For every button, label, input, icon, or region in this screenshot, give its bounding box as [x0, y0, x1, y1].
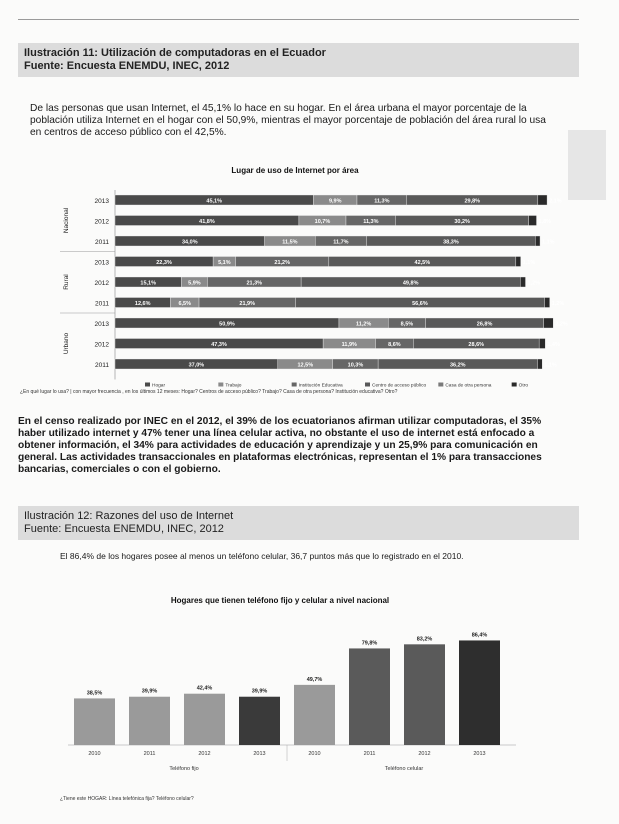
chart1-title: Lugar de uso de Internet por área [231, 166, 359, 175]
chart1-question: ¿En qué lugar lo usa? | con mayor frecuencia , en los últimos 12 meses: Hogar? Centros de acceso público? Trabajo? Casa de otra persona? Institución educativa? Otro? [20, 389, 398, 395]
chart2-bar [74, 698, 115, 745]
chart1-data-label: 1,1% [544, 362, 557, 369]
chart1-data-label: 50,9% [219, 321, 235, 328]
chart2-tick-label: 2010 [88, 751, 101, 757]
chart1-legend-label: Hogar [152, 383, 166, 389]
chart1-bar-segment [516, 257, 521, 267]
chart1-legend-swatch [145, 383, 150, 387]
chart2-data-label: 49,7% [306, 676, 323, 683]
chart1-group-label: Rural [63, 274, 70, 290]
intro-paragraph: De las personas que usan Internet, el 45,1% lo hace en su hogar. En el área urbana el mayor porcentaje de la población utiliza Internet en el hogar con el 50,9%, mientras el mayor porcentaje de población del área rural lo usa en centros de acceso público con el 42,5%. [30, 103, 546, 138]
chart1-group-label: Nacional [63, 207, 70, 234]
chart2-tick-label: 2013 [253, 751, 266, 757]
chart1-legend-swatch [438, 383, 443, 387]
chart1-data-label: 47,3% [211, 341, 227, 348]
chart2-bar [294, 685, 335, 745]
chart2-bar-chart [60, 612, 530, 782]
chart1-data-label: 15,1% [140, 280, 157, 287]
chart2-group-label: Teléfono celular [384, 766, 424, 772]
chart1-data-label: 8,6% [388, 341, 401, 348]
chart2-bar [239, 697, 280, 745]
chart1-data-label: 1,8% [538, 218, 552, 225]
chart2-tick-label: 2013 [473, 751, 486, 757]
chart1-legend-label: Institución Educativa [298, 383, 343, 389]
chart1-data-label: 11,7% [333, 239, 349, 246]
chart1-data-label: 30,2% [454, 218, 470, 225]
chart1-data-label: 11,3% [363, 218, 379, 225]
chart1-data-label: 1,2% [527, 280, 541, 287]
chart1-legend-label: Casa de otra persona [445, 383, 492, 389]
chart1-legend-label: Centro de acceso público [372, 383, 427, 389]
chart1-data-label: 37,0% [188, 362, 205, 369]
chart1-year-label: 2011 [95, 300, 109, 308]
chart1-year-label: 2012 [94, 341, 109, 349]
chart1-group-label: Urbano [63, 332, 70, 355]
chart2-data-label: 83,2% [416, 636, 433, 643]
chart1-data-label: 45,1% [206, 198, 223, 205]
chart1-data-label: 41,8% [199, 218, 215, 225]
chart1-data-label: 29,8% [464, 198, 481, 205]
chart1-data-label: 9,9% [328, 198, 342, 205]
phone-paragraph: El 86,4% de los hogares posee al menos un teléfono celular, 36,7 puntos más que lo registrado en el 2010. [60, 551, 464, 561]
chart2-bar [184, 694, 225, 745]
chart1-data-label: 11,2% [355, 321, 372, 328]
chart1-year-label: 2011 [95, 239, 109, 246]
chart2-group-label: Teléfono fijo [169, 766, 199, 772]
chart1-year-label: 2012 [94, 280, 109, 287]
figure11-caption [18, 43, 579, 77]
chart1-year-label: 2011 [95, 362, 109, 369]
chart2-bar [129, 697, 170, 745]
chart1-bar-segment [539, 339, 545, 349]
chart1-stacked-bar [20, 185, 580, 390]
chart1-legend-label: Trabajo [225, 383, 242, 389]
chart1-data-label: 21,9% [239, 300, 256, 307]
chart2-bar [459, 640, 500, 745]
figure12-title: Ilustración 12: Razones del uso de Internet [24, 510, 234, 522]
chart1-data-label: 8,5% [400, 321, 414, 328]
chart1-year-label: 2013 [94, 198, 109, 205]
chart1-data-label: 11,9% [341, 341, 357, 348]
chart2-data-label: 79,8% [361, 640, 378, 647]
chart1-data-label: 36,2% [449, 362, 466, 369]
chart2-data-label: 86,4% [471, 632, 488, 639]
chart1-legend-label: Otro [518, 383, 529, 389]
chart1-data-label: 21,3% [246, 280, 263, 287]
chart1-data-label: 10,3% [347, 362, 364, 369]
chart1-data-label: 49,8% [402, 280, 419, 287]
figure12-source: Fuente: Encuesta ENEMDU, INEC, 2012 [24, 523, 224, 535]
chart1-data-label: 38,3% [443, 239, 459, 246]
chart1-data-label: 22,3% [156, 259, 172, 266]
chart1-data-label: 1,1% [522, 259, 536, 266]
chart1-data-label: 10,7% [314, 218, 331, 225]
chart1-bar-segment [538, 195, 547, 205]
chart1-data-label: 5,9% [188, 280, 201, 287]
chart1-data-label: 42,5% [414, 259, 431, 266]
chart1-data-label: 21,2% [274, 259, 291, 266]
chart1-data-label: 34,0% [181, 239, 198, 246]
chart1-bar-segment [544, 318, 554, 328]
chart1-data-label: 1,2% [551, 300, 565, 307]
chart1-bar-segment [544, 298, 549, 308]
middle-paragraph: En el censo realizado por INEC en el 2012, el 39% de los ecuatorianos afirman utilizar computadoras, el 35% haber utilizado internet y 47% tener una línea celular activa, no obstante el uso de internet está enfocado a obtener información, el 34% para actividades de educación y aprendizaje y un 25,9% para comunicación en general. Las actividades transaccionales en plataformas electrónicas, representan el 1% para transacciones bancarias, comerciales o con el gobierno. [18, 416, 542, 475]
chart1-data-label: 6,5% [178, 300, 192, 307]
chart2-data-label: 39,9% [141, 688, 158, 695]
chart1-data-label: 12,6% [134, 300, 151, 307]
chart1-legend-swatch [365, 383, 370, 387]
chart1-data-label: 26,8% [476, 321, 493, 328]
chart1-bar-segment [529, 216, 537, 226]
chart1-bar-segment [520, 277, 525, 287]
chart1-bar-segment [535, 236, 540, 246]
chart1-data-label: 28,6% [468, 341, 485, 348]
chart2-bar [349, 648, 390, 745]
chart2-data-label: 39,9% [251, 688, 268, 695]
figure11-source: Fuente: Encuesta ENEMDU, INEC, 2012 [24, 60, 230, 72]
chart1-data-label: 5,1% [218, 259, 231, 266]
chart1-data-label: 2,1% [549, 198, 562, 205]
chart1-bar-segment [537, 359, 542, 369]
chart2-data-label: 38,5% [86, 690, 103, 697]
figure12-caption [18, 506, 579, 540]
chart2-tick-label: 2010 [308, 751, 321, 757]
chart1-legend-swatch [292, 383, 297, 387]
chart1-legend-swatch [218, 383, 223, 387]
chart1-data-label: 2,2% [555, 321, 568, 328]
chart2-data-label: 42,4% [196, 685, 213, 692]
chart1-data-label: 1,4% [547, 341, 560, 348]
figure11-title: Ilustración 11: Utilización de computadoras en el Ecuador [24, 47, 326, 59]
chart1-data-label: 11,3% [374, 198, 390, 205]
chart1-year-label: 2013 [94, 259, 109, 267]
chart1-data-label: 1,1% [542, 239, 555, 246]
chart1-year-label: 2012 [94, 218, 109, 226]
header-rule [18, 19, 579, 20]
chart1-legend-swatch [512, 383, 517, 387]
chart2-tick-label: 2011 [363, 751, 376, 757]
chart1-data-label: 56,6% [412, 300, 428, 307]
chart2-tick-label: 2012 [418, 751, 431, 757]
chart1-year-label: 2013 [94, 321, 109, 328]
chart2-tick-label: 2011 [143, 751, 156, 757]
chart1-data-label: 12,5% [297, 362, 314, 369]
chart1-data-label: 11,5% [282, 239, 298, 246]
chart2-question: ¿Tiene este HOGAR: Línea telefónica fija? Teléfono celular? [60, 796, 194, 802]
chart2-tick-label: 2012 [198, 751, 211, 757]
chart2-bar [404, 644, 445, 745]
chart2-title: Hogares que tienen teléfono fijo y celular a nivel nacional [170, 596, 390, 605]
